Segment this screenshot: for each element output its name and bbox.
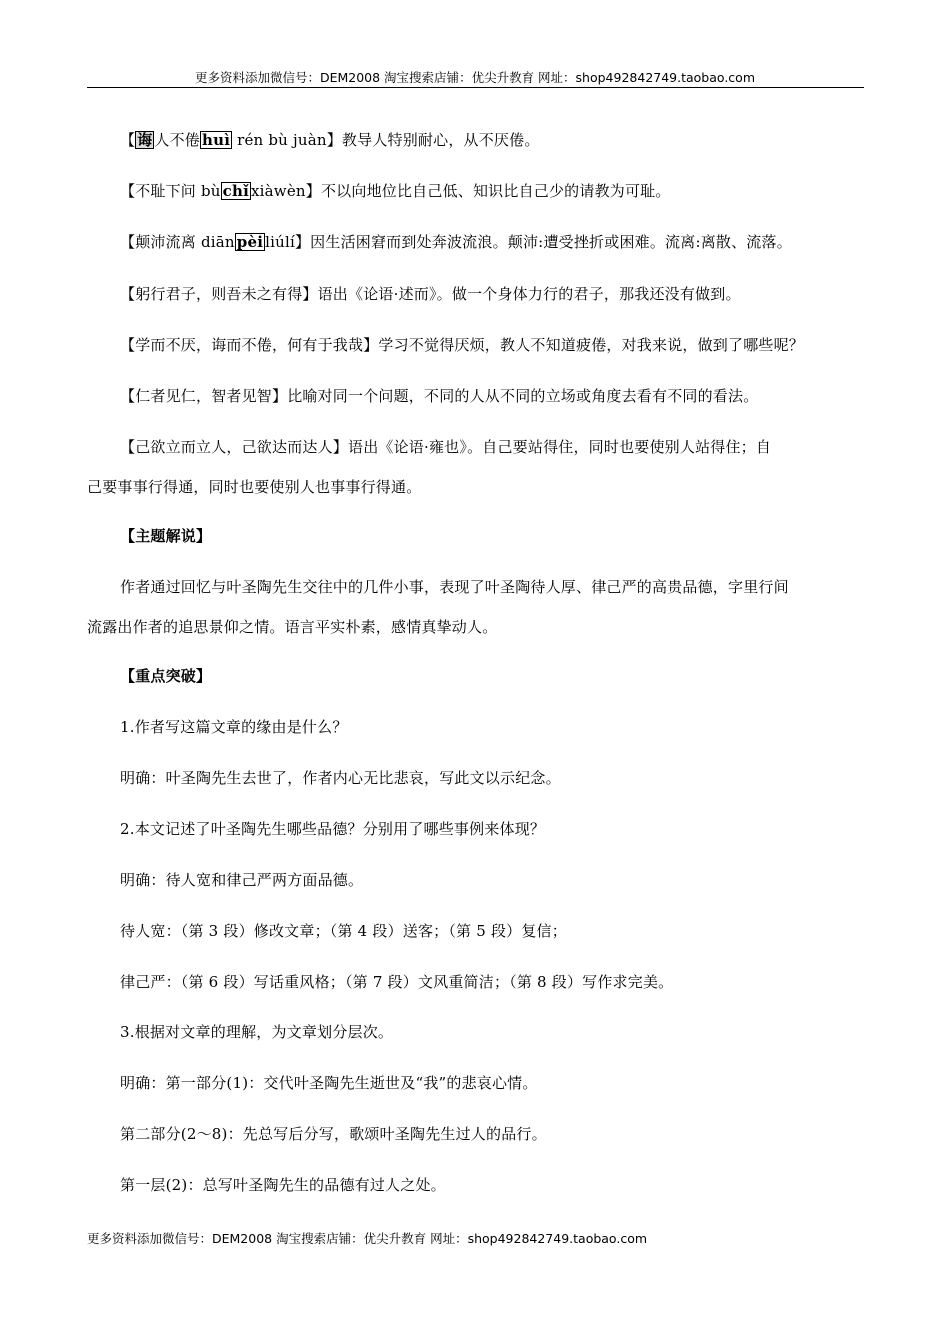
- definition: 】教导人特别耐心，从不厌倦。: [326, 131, 540, 149]
- question-2: 2.本文记述了叶圣陶先生哪些品德？分别用了哪些事例来体现？: [120, 820, 546, 838]
- theme-heading: 【主题解说】: [120, 527, 212, 545]
- question-1: 1.作者写这篇文章的缘由是什么？: [120, 718, 348, 736]
- boxed-pinyin: chǐ: [222, 182, 249, 200]
- vocab-jiyu-li-line1: 【己欲立而立人，己欲达而达人】语出《论语·雍也》。自己要站得住，同时也要使别人站得住；自: [120, 438, 772, 456]
- vocab-jiyu-li-line2: 己要事事行得通，同时也要使别人也事事行得通。: [87, 478, 422, 496]
- answer-2-strict: 律己严：（第 6 段）写话重风格；（第 7 段）文风重简洁；（第 8 段）写作求完美。: [120, 973, 674, 991]
- pinyin-rest: rén bù juàn: [237, 131, 327, 149]
- definition: 】不以向地位比自己低、知识比自己少的请教为可耻。: [305, 182, 671, 200]
- question-3: 3.根据对文章的理解，为文章划分层次。: [120, 1023, 394, 1041]
- vocab-buchi-xiawen: [120, 181, 671, 201]
- term-prefix: 【颠沛流离 diān: [120, 233, 235, 251]
- vocab-huiren-bujuan: [120, 130, 540, 150]
- page-footer: 更多资料添加微信号：DEM2008 淘宝搜索店铺：优尖升教育 网址：shop492842749.taobao.com: [87, 1231, 648, 1246]
- vocab-renzhe-jianren: 【仁者见仁，智者见智】比喻对同一个问题，不同的人从不同的立场或角度去看有不同的看法。: [120, 387, 759, 405]
- answer-2: 明确：待人宽和律己严两方面品德。: [120, 871, 364, 889]
- vocab-gongxing-junzi: 【躬行君子，则吾未之有得】语出《论语·述而》。做一个身体力行的君子，那我还没有做到。: [120, 285, 741, 303]
- bracket: 【: [120, 131, 136, 149]
- theme-paragraph-line2: 流露出作者的追思景仰之情。语言平实朴素，感情真挚动人。: [87, 618, 498, 636]
- key-points-heading: 【重点突破】: [120, 667, 212, 685]
- term-rest: 人不倦: [154, 131, 201, 149]
- answer-1: 明确：叶圣陶先生去世了，作者内心无比悲哀，写此文以示纪念。: [120, 769, 561, 787]
- page-header: 更多资料添加微信号：DEM2008 淘宝搜索店铺：优尖升教育 网址：shop492842749.taobao.com: [194, 70, 756, 85]
- answer-2-kind: 待人宽：（第 3 段）修改文章；（第 4 段）送客；（第 5 段）复信；: [120, 922, 567, 940]
- highlighted-char: 诲: [137, 131, 153, 149]
- pinyin-rest: liúlí: [265, 233, 295, 251]
- header-divider: [87, 87, 864, 88]
- definition: 】因生活困窘而到处奔波流浪。颠沛:遭受挫折或困难。流离:离散、流落。: [294, 233, 792, 251]
- boxed-pinyin: pèi: [236, 233, 264, 251]
- vocab-dianpei-liuli: [120, 232, 792, 252]
- answer-3-layer1: 第一层(2)：总写叶圣陶先生的品德有过人之处。: [120, 1176, 446, 1194]
- theme-paragraph-line1: 作者通过回忆与叶圣陶先生交往中的几件小事，表现了叶圣陶待人厚、律己严的高贵品德，字里行间: [120, 578, 789, 596]
- boxed-pinyin: huì: [202, 131, 231, 149]
- answer-3-part2: 第二部分(2～8)：先总写后分写，歌颂叶圣陶先生过人的品行。: [120, 1125, 547, 1143]
- answer-3-part1: 明确：第一部分(1)：交代叶圣陶先生逝世及“我”的悲哀心情。: [120, 1074, 538, 1092]
- pinyin-rest: xiàwèn: [250, 182, 306, 200]
- term-prefix: 【不耻下问 bù: [120, 182, 221, 200]
- vocab-xueer-buyan: 【学而不厌，诲而不倦，何有于我哉】学习不觉得厌烦，教人不知道疲倦，对我来说，做到了哪些呢？: [120, 336, 805, 354]
